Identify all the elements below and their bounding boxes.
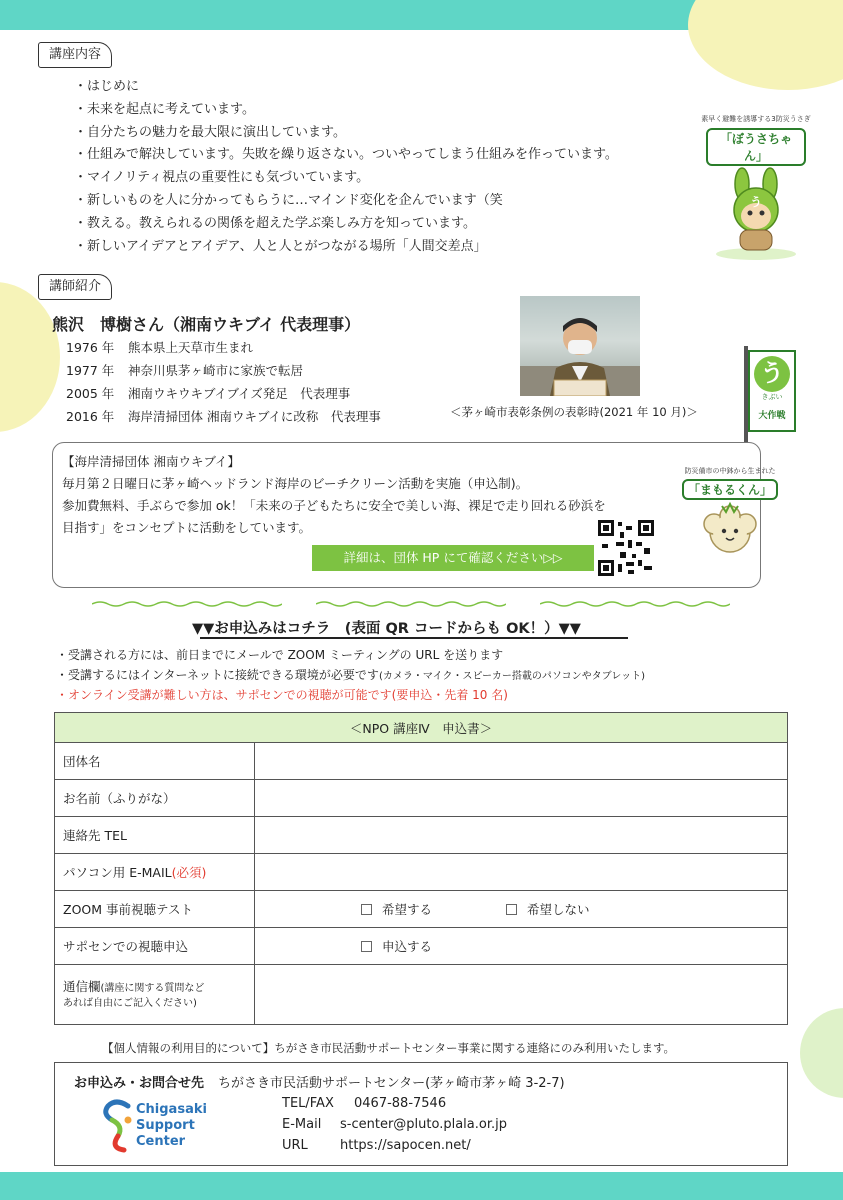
contact-label: E-Mail (282, 1117, 322, 1132)
zoom-no-option[interactable] (506, 902, 590, 917)
wave-divider-center (316, 600, 506, 608)
form-label (55, 965, 255, 1025)
mascot-caption: 素早く避難を誘導する3防災うさぎ (701, 115, 811, 123)
form-row-zoom-test (55, 891, 788, 928)
wave-divider-left (92, 600, 282, 608)
form-label: 連絡先 TEL (55, 817, 255, 854)
apply-underline (200, 637, 628, 639)
contact-tel: 0467-88-7546 (354, 1096, 447, 1111)
history-row (66, 407, 466, 425)
history-row (66, 384, 466, 402)
zoom-test-options (255, 891, 788, 928)
form-label: 団体名 (55, 743, 255, 780)
logo-text: Center (136, 1134, 186, 1149)
history-text: 神奈川県茅ヶ崎市に家族で転居 (128, 363, 304, 378)
contact-label: TEL/FAX (282, 1096, 334, 1111)
mascot-mamoru (676, 466, 784, 568)
form-row-email (55, 854, 788, 891)
application-form (54, 712, 788, 1025)
history-year: 1976 年 (66, 340, 115, 355)
form-row-sapocen (55, 928, 788, 965)
option-label: 希望する (382, 902, 433, 917)
list-item: ・はじめに (74, 79, 140, 94)
cloud-mascot-icon (676, 500, 784, 564)
history-text: 海岸清掃団体 湘南ウキブイに改称 代表理事 (128, 409, 381, 424)
contact-tel-row (282, 1096, 446, 1111)
apply-heading: ▼▼お申込みはコチラ (表面 QR コードからも OK！）▼▼ (192, 621, 581, 637)
comm-hint: あれば自由にご記入ください) (63, 997, 197, 1009)
details-link-button[interactable]: 詳細は、団体 HP にて確認ください▷▷ (312, 545, 594, 571)
sapocen-options (255, 928, 788, 965)
mascot-name: 「ぼうさちゃん」 (706, 128, 806, 166)
contact-url[interactable]: https://sapocen.net/ (340, 1138, 471, 1153)
decorative-blob-top-right (688, 0, 843, 90)
flag-text: 大作戦 (758, 411, 786, 421)
form-label (55, 854, 255, 891)
org-title: 【海岸清掃団体 湘南ウキブイ】 (62, 454, 240, 469)
course-bullet-list (74, 76, 704, 258)
mascot-name: 「まもるくん」 (682, 479, 778, 500)
list-item: ・未来を起点に考えています。 (74, 101, 255, 117)
event-flag (748, 350, 796, 432)
form-label: ZOOM 事前視聴テスト (55, 891, 255, 928)
logo-text: Support (136, 1118, 195, 1133)
sapocen-apply-option[interactable] (361, 939, 432, 954)
lecturer-photo (520, 296, 640, 396)
list-item: ・自分たちの魅力を最大限に演出しています。 (74, 124, 346, 140)
org-description-line: 参加費無料、手ぶらで参加 ok！「未来の子どもたちに安全で美しい海、裸足で走り回れる砂浜を (62, 498, 606, 513)
mascot-bousai (696, 114, 816, 266)
history-row (66, 338, 466, 356)
list-item: ・新しいアイデアとアイデア、人と人とがつながる場所「人間交差点」 (74, 238, 487, 254)
history-year: 2016 年 (66, 409, 115, 424)
list-item: ・マイノリティ視点の重要性にも気づいています。 (74, 170, 370, 186)
section-tag-lecturer: 講師紹介 (38, 274, 112, 300)
form-header: ＜NPO 講座Ⅳ 申込書＞ (55, 713, 788, 743)
apply-note-warning: ・オンライン受講が難しい方は、サポセンでの視聴が可能です(要申込・先着 10 名) (56, 688, 508, 702)
contact-email-row (282, 1117, 507, 1132)
name-field[interactable] (255, 780, 788, 817)
history-text: 熊本県上天草市生まれ (128, 340, 254, 355)
privacy-notice: 【個人情報の利用目的について】ちがさき市民活動サポートセンター事業に関する連絡にのみ利用いたします。 (102, 1041, 676, 1055)
email-field[interactable] (255, 854, 788, 891)
apply-note-main: ・受講するにはインターネットに接続できる環境が必要です (56, 668, 379, 682)
flag-mark: う (754, 356, 790, 392)
decorative-blob-left (0, 282, 60, 432)
list-item: ・仕組みで解決しています。失敗を繰り返さない。ついやってしまう仕組みを作っています。 (74, 147, 618, 163)
form-label: お名前（ふりがな） (55, 780, 255, 817)
history-year: 2005 年 (66, 386, 115, 401)
option-label: 申込する (382, 939, 433, 954)
rabbit-mascot-icon (696, 166, 816, 262)
form-row-comm (55, 965, 788, 1025)
required-mark: (必須) (171, 865, 207, 880)
photo-caption: ＜茅ヶ崎市表彰条例の表彰時(2021 年 10 月)＞ (450, 405, 698, 419)
apply-note (56, 666, 645, 683)
contact-url-row (282, 1138, 471, 1153)
option-label: 希望しない (527, 902, 590, 917)
bottom-color-band (0, 1172, 843, 1200)
form-label: サポセンでの視聴申込 (55, 928, 255, 965)
tel-field[interactable] (255, 817, 788, 854)
contact-email[interactable]: s-center@pluto.plala.or.jp (340, 1117, 507, 1132)
history-row (66, 361, 466, 379)
comm-label: 通信欄 (63, 978, 101, 994)
person-photo-icon (520, 296, 640, 396)
logo-text: Chigasaki (136, 1102, 207, 1117)
comm-hint: (講座に関する質問など (100, 982, 205, 994)
flag-sub: きぶい (761, 393, 783, 401)
zoom-yes-option[interactable] (361, 902, 432, 917)
apply-note: ・受講される方には、前日までにメールで ZOOM ミーティングの URL を送ります (56, 648, 504, 662)
checkbox[interactable] (361, 941, 372, 952)
support-center-logo-icon (100, 1098, 134, 1154)
contact-label: URL (282, 1138, 308, 1153)
checkbox[interactable] (506, 904, 517, 915)
history-year: 1977 年 (66, 363, 115, 378)
contact-heading-label: お申込み・お問合せ先 (74, 1076, 205, 1091)
form-row-org (55, 743, 788, 780)
org-description-line: 目指す」をコンセプトに活動をしています。 (62, 520, 312, 535)
contact-center-name: ちがさき市民活動サポートセンター(茅ヶ崎市茅ヶ崎 3-2-7) (218, 1076, 565, 1091)
org-description-line: 毎月第２日曜日に茅ヶ崎ヘッドランド海岸のビーチクリーン活動を実施（申込制)。 (62, 476, 529, 491)
contact-heading (74, 1072, 565, 1091)
history-text: 湘南ウキウキブイブイズ発足 代表理事 (128, 386, 351, 401)
email-label: パソコン用 E-MAIL (63, 865, 172, 880)
form-row-tel (55, 817, 788, 854)
wave-divider-right (540, 600, 730, 608)
list-item: ・新しいものを人に分かってもらうに…マインド変化を企んでいます（笑 (74, 192, 503, 208)
checkbox[interactable] (361, 904, 372, 915)
mascot-caption: 防災備市の中鉢から生まれた (684, 467, 776, 475)
form-row-name (55, 780, 788, 817)
section-tag-course: 講座内容 (38, 42, 112, 68)
org-name-field[interactable] (255, 743, 788, 780)
comm-field[interactable] (255, 965, 788, 1025)
lecturer-name: 熊沢 博樹さん（湘南ウキブイ 代表理事） (52, 315, 361, 334)
decorative-blob-bottom-right (800, 1008, 843, 1098)
qr-code-icon[interactable] (598, 520, 654, 576)
apply-note-small: (カメラ・マイク・スピーカー搭載のパソコンやタブレット) (378, 671, 646, 682)
svg-text:う: う (749, 195, 763, 209)
list-item: ・教える。教えられるの関係を超えた学ぶ楽しみ方を知っています。 (74, 215, 476, 231)
